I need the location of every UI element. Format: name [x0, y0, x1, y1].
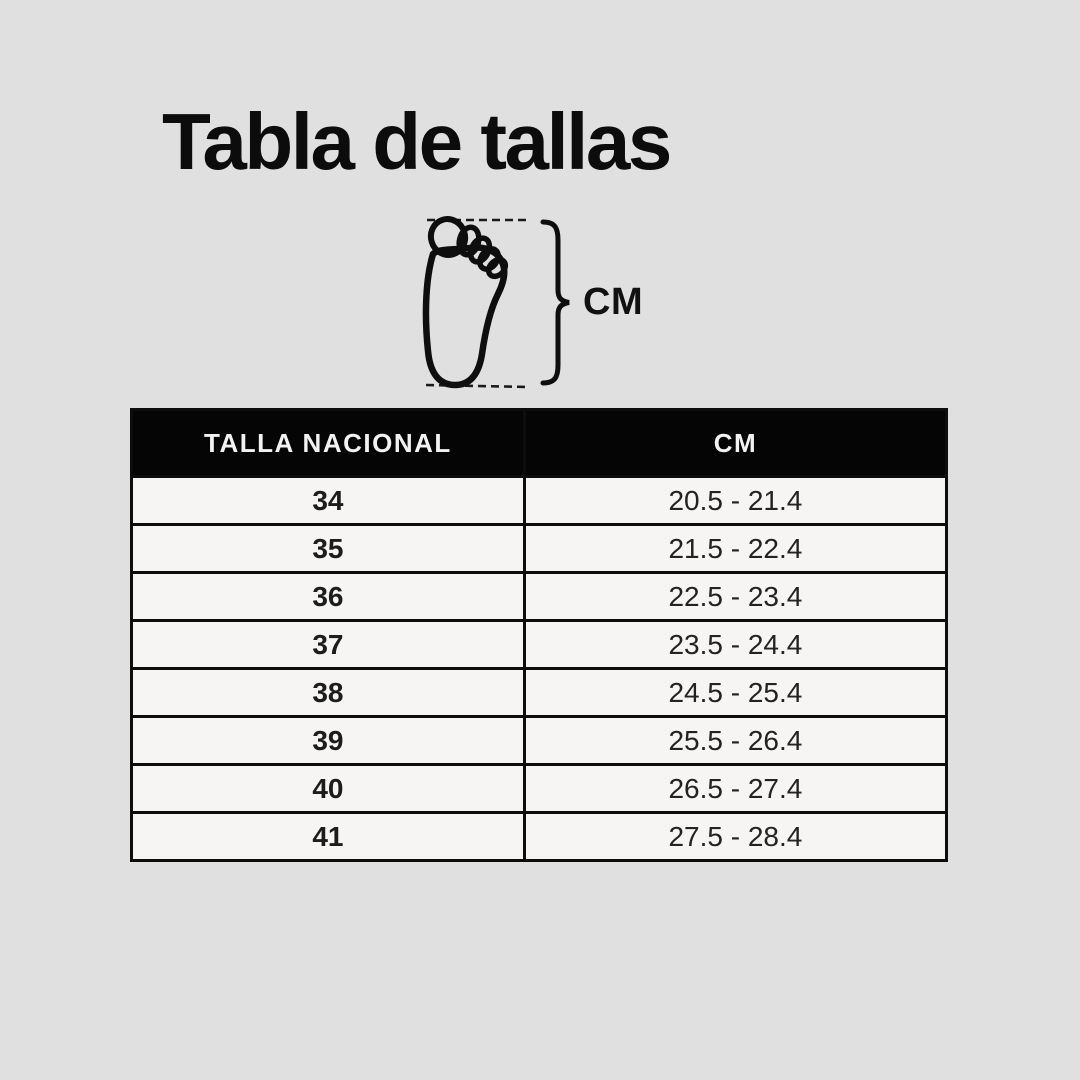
table-row	[132, 765, 947, 813]
cm-cell: 27.5 - 28.4	[524, 813, 946, 861]
size-table-header-row	[132, 410, 947, 477]
measurement-brace-icon	[543, 222, 569, 383]
cm-cell: 21.5 - 22.4	[524, 525, 946, 573]
table-row	[132, 717, 947, 765]
cm-cell: 24.5 - 25.4	[524, 669, 946, 717]
size-table	[130, 408, 948, 862]
talla-cell: 40	[132, 765, 525, 813]
talla-cell: 39	[132, 717, 525, 765]
talla-cell: 36	[132, 573, 525, 621]
cm-cell: 25.5 - 26.4	[524, 717, 946, 765]
table-row	[132, 573, 947, 621]
foot-measurement-illustration	[413, 203, 683, 403]
foot-sole-outline	[426, 215, 509, 385]
cm-cell: 26.5 - 27.4	[524, 765, 946, 813]
cm-measurement-label: CM	[583, 281, 644, 323]
table-row	[132, 525, 947, 573]
talla-cell: 41	[132, 813, 525, 861]
table-row	[132, 477, 947, 525]
talla-cell: 35	[132, 525, 525, 573]
talla-cell: 37	[132, 621, 525, 669]
cm-cell: 23.5 - 24.4	[524, 621, 946, 669]
bottom-measurement-dashed-line	[426, 385, 530, 387]
table-row	[132, 813, 947, 861]
table-row	[132, 669, 947, 717]
cm-cell: 22.5 - 23.4	[524, 573, 946, 621]
table-row	[132, 621, 947, 669]
page-title: Tabla de tallas	[162, 97, 670, 186]
header-talla-nacional: TALLA NACIONAL	[132, 410, 525, 477]
header-cm: CM	[524, 410, 946, 477]
talla-cell: 38	[132, 669, 525, 717]
cm-cell: 20.5 - 21.4	[524, 477, 946, 525]
talla-cell: 34	[132, 477, 525, 525]
